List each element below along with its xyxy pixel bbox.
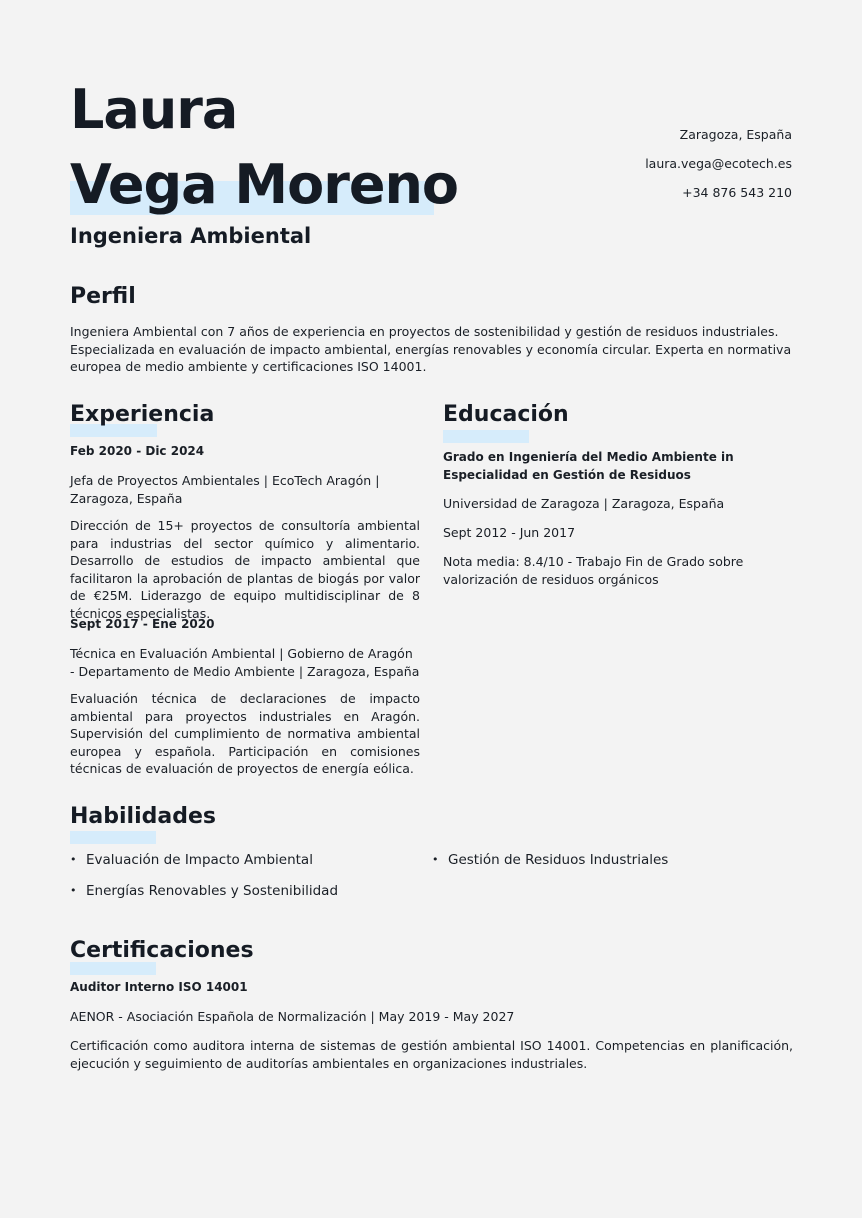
job-2-dates: Sept 2017 - Ene 2020: [70, 617, 215, 631]
job-2-description: Evaluación técnica de declaraciones de impacto ambiental para proyectos industriales en Aragón. Supervisión del cumplimiento de normativa ambiental europea y española. Participación en comisiones técnicas de evaluación de proyectos de energía eólica.: [70, 691, 420, 776]
education-note: Nota media: 8.4/10 - Trabajo Fin de Grado sobre valorización de residuos orgánicos: [443, 554, 744, 587]
certification-name: Auditor Interno ISO 14001: [70, 980, 248, 994]
contact-email[interactable]: laura.vega@ecotech.es: [645, 156, 792, 171]
education-institution: Universidad de Zaragoza | Zaragoza, España: [443, 496, 725, 511]
experience-heading: Experiencia: [70, 402, 215, 427]
skills-heading-highlight: [70, 831, 156, 844]
bullet-icon: •: [432, 853, 439, 866]
profile-text: Ingeniera Ambiental con 7 años de experiencia en proyectos de sostenibilidad y gestión de residuos industriales. Especializada en evaluación de impacto ambiental, energías renovables y economía circular. Experta en normativa europea de medio ambiente y certificaciones ISO 14001.: [70, 324, 792, 374]
bullet-icon: •: [70, 884, 77, 897]
job-2-position: Técnica en Evaluación Ambiental | Gobierno de Aragón - Departamento de Medio Ambiente | Zaragoza, España: [70, 646, 420, 679]
certification-issuer: AENOR - Asociación Española de Normalización | May 2019 - May 2027: [70, 1009, 515, 1024]
education-dates: Sept 2012 - Jun 2017: [443, 525, 576, 540]
resume-page: Laura Vega Moreno Ingeniera Ambiental Zaragoza, España laura.vega@ecotech.es +34 876 543 210 Perfil Ingeniera Ambiental con 7 años de experiencia en proyectos de sostenibilidad y gestión de residuos industriales. Especializada en evaluación de impacto ambiental, energías renovables y economía circular. Experta en normativa europea de medio ambiente y certificaciones ISO 14001. Experiencia Feb 2020 - Dic 2024 Jefa de Proyectos Ambientales | EcoTech Aragón | Zaragoza, España Dirección de 15+ proyectos de consultoría ambiental para industrias del sector químico y alimentario. Desarrollo de estudios de impacto ambiental que facilitaron la aprobación de plantas de biogás por valor de €25M. Liderazgo de equipo multidisciplinar de 8 técnicos especialistas. Sept 2017 - Ene 2020 Técnica en Evaluación Ambiental | Gobierno de Aragón - Departamento de Medio Ambiente | Zaragoza, España Evaluación técnica de declaraciones de impacto ambiental para proyectos industriales en Aragón. Supervisión del cumplimiento de normativa ambiental europea y española. Participación en comisiones técnicas de evaluación de proyectos de energía eólica. Educación Grado en Ingeniería del Medio Ambiente in Especialidad en Gestión de Residuos Universidad de Zaragoza | Zaragoza, España Sept 2012 - Jun 2017 Nota media: 8.4/10 - Trabajo Fin de Grado sobre valorización de residuos orgánicos Habilidades • Evaluación de Impacto Ambiental • Gestión de Residuos Industriales • Energías Renovables y Sostenibilidad Certificaciones Auditor Interno ISO 14001 AENOR - Asociación Española de Normalización | May 2019 - May 2027 Certificación como auditora interna de sistemas de gestión ambiental ISO 14001. Competencias en planificación, ejecución y seguimiento de auditorías ambientales en organizaciones industriales.: [70, 78, 793, 1071]
profile-heading: Perfil: [70, 284, 136, 309]
education-heading-highlight: [443, 430, 529, 443]
bullet-icon: •: [70, 853, 77, 866]
first-name: Laura: [70, 78, 238, 141]
job-title: Ingeniera Ambiental: [70, 224, 312, 248]
education-degree: Grado en Ingeniería del Medio Ambiente in Especialidad en Gestión de Residuos: [443, 450, 734, 482]
job-1-dates: Feb 2020 - Dic 2024: [70, 444, 205, 458]
certification-description: Certificación como auditora interna de sistemas de gestión ambiental ISO 14001. Competencias en planificación, ejecución y seguimiento de auditorías ambientales en organizaciones industriales.: [70, 1038, 793, 1071]
last-name: Vega Moreno: [70, 153, 458, 216]
certifications-heading: Certificaciones: [70, 938, 254, 963]
contact-block: [645, 126, 792, 213]
contact-location: Zaragoza, España: [679, 127, 792, 142]
job-1-position: Jefa de Proyectos Ambientales | EcoTech Aragón | Zaragoza, España: [70, 473, 380, 506]
job-1-description: Dirección de 15+ proyectos de consultoría ambiental para industrias del sector químico y alimentario. Desarrollo de estudios de impacto ambiental que facilitaron la aprobación de plantas de biogás por valor de €25M. Liderazgo de equipo multidisciplinar de 8 técnicos especialistas.: [70, 518, 420, 621]
skills-heading: Habilidades: [70, 804, 216, 829]
education-heading: Educación: [443, 402, 569, 427]
contact-phone: +34 876 543 210: [682, 185, 792, 200]
